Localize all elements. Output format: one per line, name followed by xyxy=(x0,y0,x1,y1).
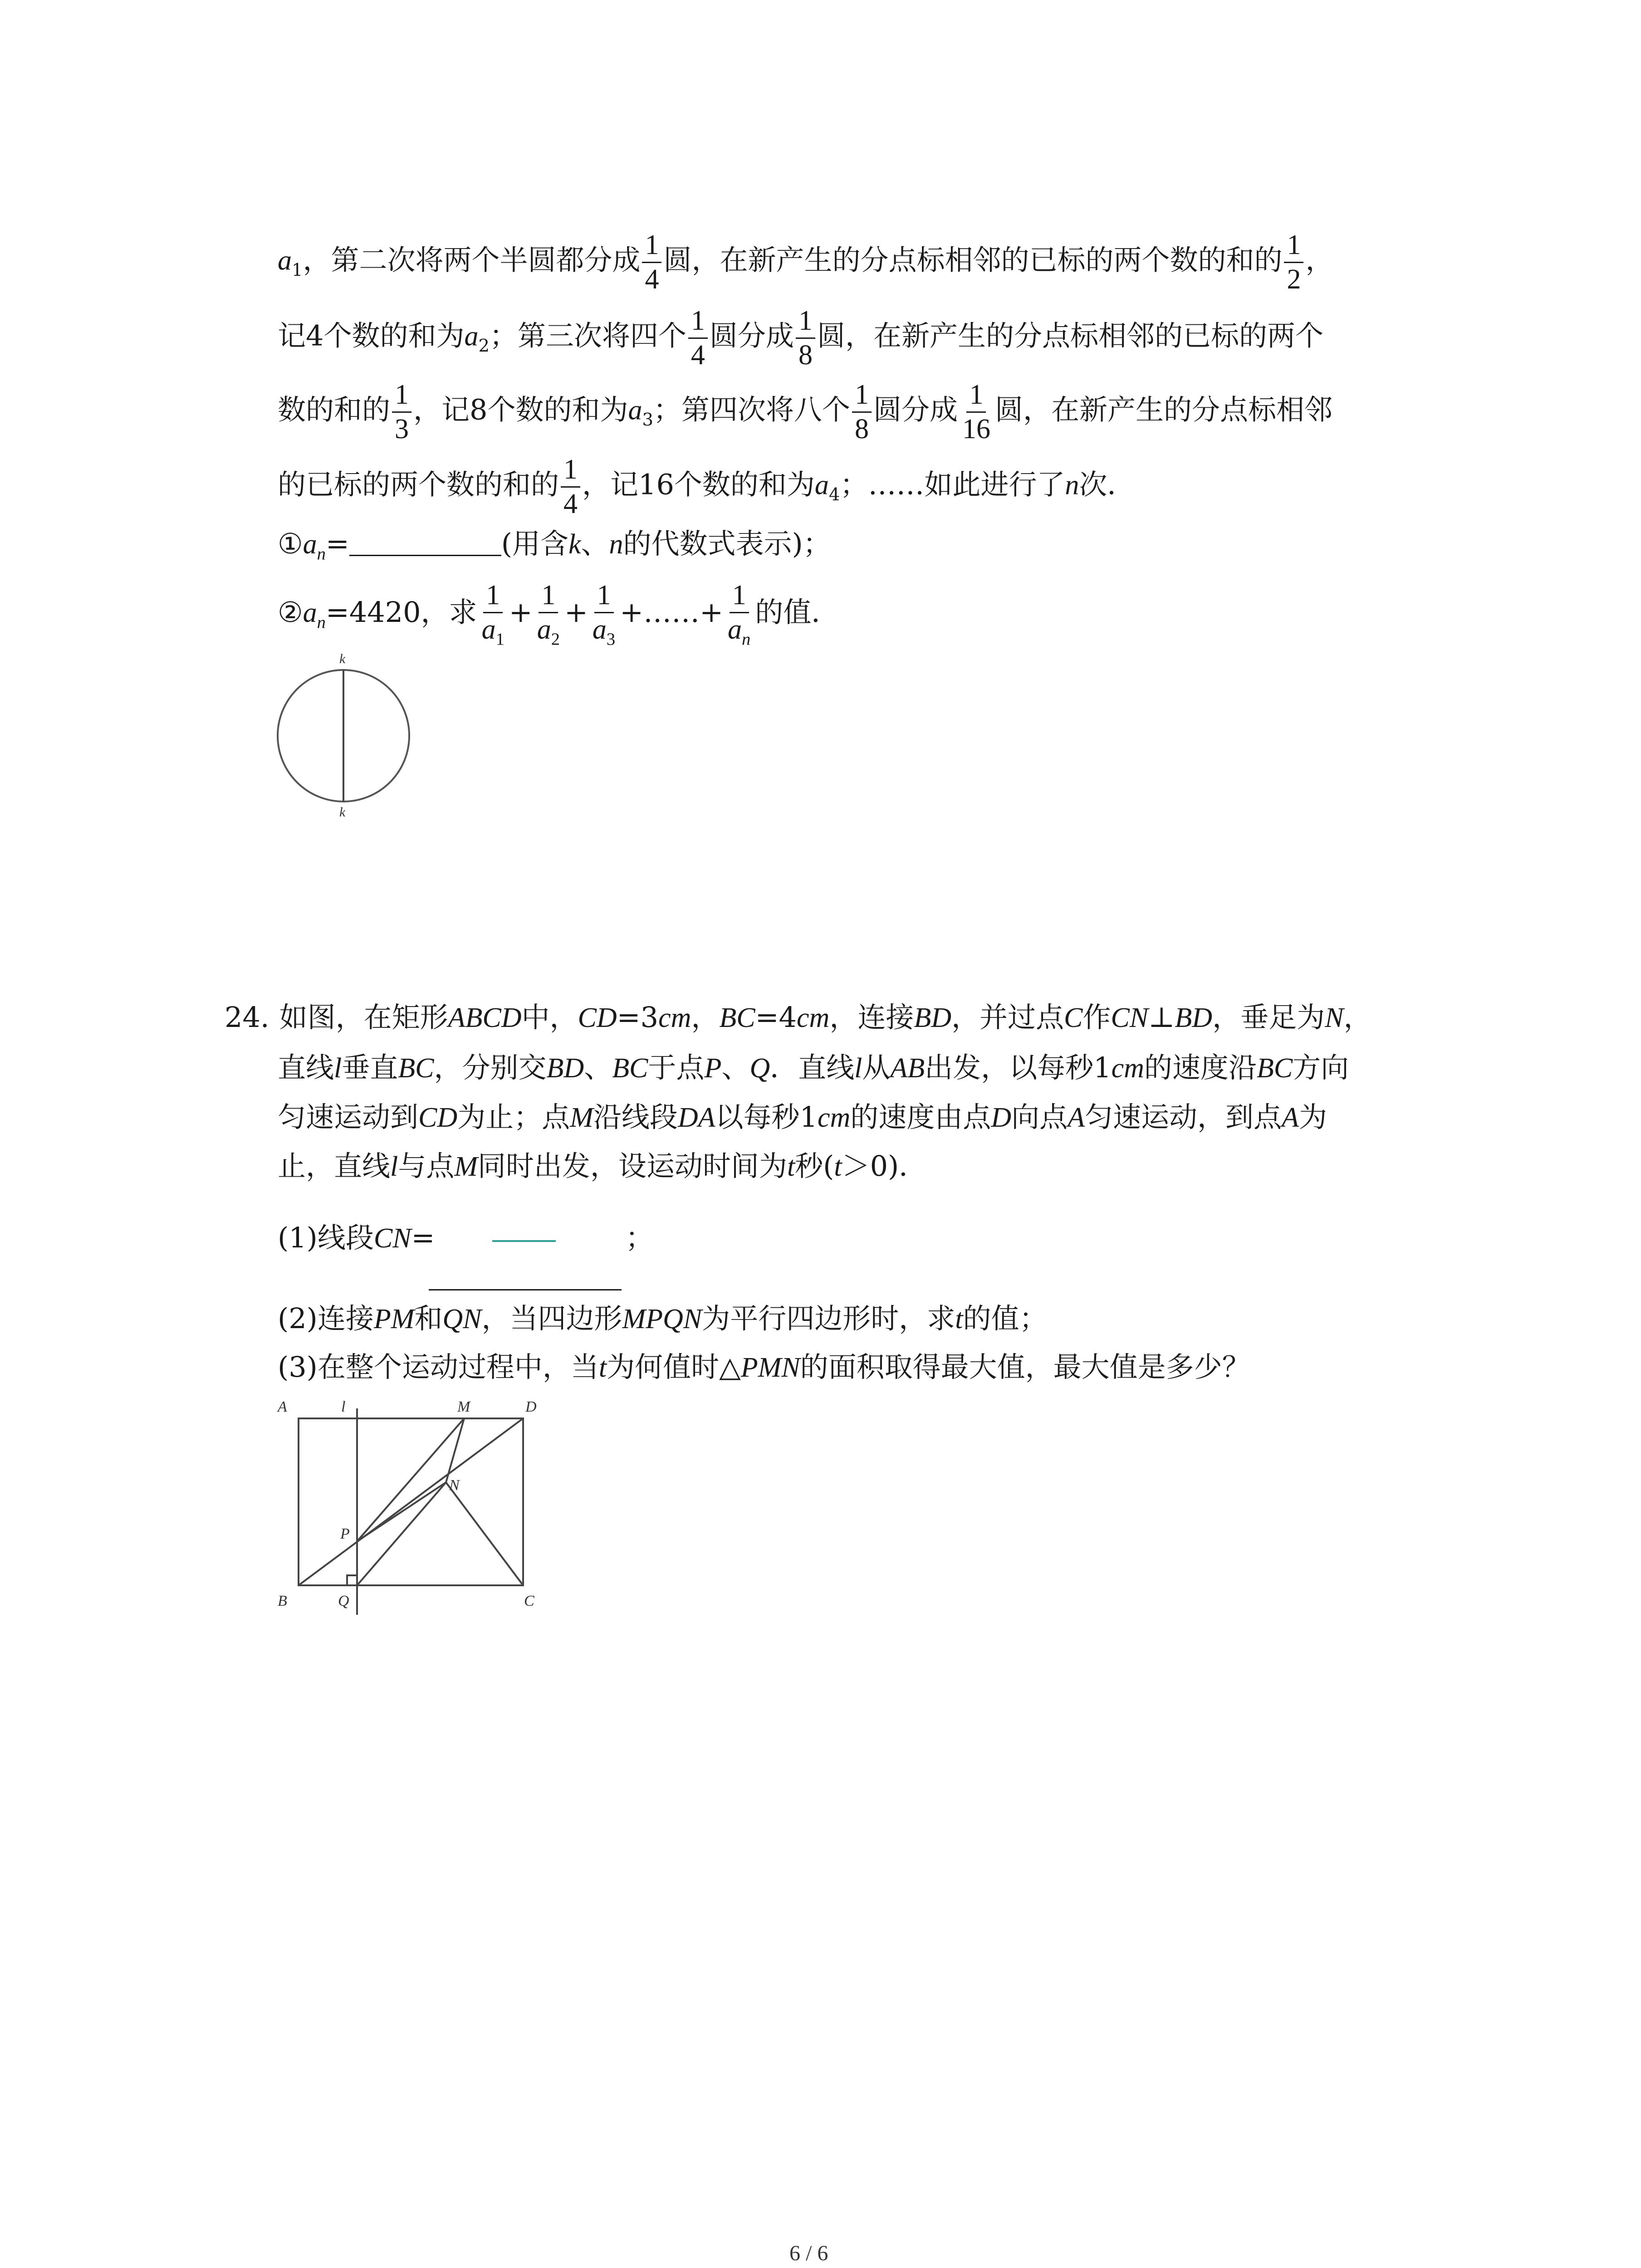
q23-part-2: $②a_n=4420$，求 $\frac{1}{a_1}$ + $\frac{1}{a_2}$ + $\frac{1}{a_3}$ +……+ $\frac{1}{a_n}$ 的值． xyxy=(278,580,840,649)
label-N: N xyxy=(449,1477,460,1494)
answer-blank[interactable] xyxy=(429,1289,622,1290)
fraction-1-3: $\frac{1}{3}$ xyxy=(392,380,411,444)
label-l: l xyxy=(341,1398,346,1415)
label-B: B xyxy=(278,1593,287,1609)
fraction-1-4: $\frac{1}{4}$ xyxy=(561,455,580,519)
fraction-1-over-a2: $\frac{1}{a_2}$ xyxy=(537,580,560,649)
segment-cn xyxy=(446,1482,523,1585)
label-D: D xyxy=(525,1398,537,1415)
fraction-1-2: $\frac{1}{2}$ xyxy=(1284,230,1303,294)
rectangle-abcd xyxy=(299,1418,523,1585)
q24-line-4: 止，直线l与点M同时出发，设运动时间为t秒(t＞0)． xyxy=(278,1149,927,1183)
answer-blank[interactable] xyxy=(349,537,501,556)
diagonal-bd xyxy=(299,1418,523,1585)
circle xyxy=(278,670,409,802)
var-a1: a xyxy=(278,245,292,276)
fraction-1-8: $\frac{1}{8}$ xyxy=(852,380,872,444)
label-k-bottom: k xyxy=(339,805,346,820)
label-k-top: k xyxy=(339,651,346,666)
label-A: A xyxy=(278,1398,287,1415)
fraction-1-over-an: $\frac{1}{a_n}$ xyxy=(728,580,751,649)
q23-line-3: 数的和的 $\frac{1}{3}$ ，记8个数的和为$a_3$；第四次将八个 $\frac{1}{8}$ 圆分成 $\frac{1}{16}$ 圆，在新产生的分点标相邻 xyxy=(278,379,1332,445)
page-number: 6 / 6 xyxy=(789,2241,828,2265)
q23-line-2: 记4个数的和为$a_2$；第三次将四个 $\frac{1}{4}$ 圆分成 $\frac{1}{8}$ 圆，在新产生的分点标相邻的已标的两个 xyxy=(278,305,1323,371)
fraction-1-over-a1: $\frac{1}{a_1}$ xyxy=(481,580,505,649)
q23-line-4: 的已标的两个数的和的 $\frac{1}{4}$ ，记16个数的和为$a_4$；……如此进行了n次． xyxy=(278,454,1136,520)
answer-mark xyxy=(492,1240,556,1242)
q24-part-2: (2)连接PM和QN，当四边形MPQN为平行四边形时，求t的值； xyxy=(278,1302,1048,1335)
q24-line-1: 24. 如图，在矩形ABCD中，CD=3cm，BC=4cm，连接BD，并过点C作CN⊥BD，垂足为N， xyxy=(225,1001,1372,1034)
label-P: P xyxy=(340,1525,350,1542)
segment-mn xyxy=(446,1418,464,1482)
segment-pn xyxy=(357,1482,446,1541)
label-C: C xyxy=(524,1593,534,1609)
fraction-1-over-a3: $\frac{1}{a_3}$ xyxy=(592,580,616,649)
segment-qn xyxy=(357,1482,446,1585)
fraction-1-16: $\frac{1}{16}$ xyxy=(962,379,990,445)
fraction-1-4: $\frac{1}{4}$ xyxy=(688,306,708,370)
q24-part-3: (3)在整个运动过程中，当t为何值时△PMN的面积取得最大值，最大值是多少？ xyxy=(278,1350,1250,1383)
label-Q: Q xyxy=(338,1593,349,1609)
right-angle-mark xyxy=(347,1575,357,1585)
segment-pm xyxy=(357,1418,464,1541)
question-number: 24. xyxy=(225,1001,269,1034)
q24-part-1: (1)线段CN= ； xyxy=(278,1221,654,1254)
label-M: M xyxy=(457,1398,470,1415)
fraction-1-8: $\frac{1}{8}$ xyxy=(796,306,815,370)
q23-part-1: $①a_n=$ (用含k、n的代数式表示)； xyxy=(278,527,831,564)
q24-line-3: 匀速运动到CD为止；点M沿线段DA以每秒1cm的速度由点D向点A匀速运动，到点A为 xyxy=(278,1100,1327,1134)
fraction-1-4: $\frac{1}{4}$ xyxy=(642,230,661,294)
q24-line-2: 直线l垂直BC，分别交BD、BC于点P、Q．直线l从AB出发，以每秒1cm的速度沿BC方向 xyxy=(278,1051,1349,1084)
q23-line-1: $a_1$，第二次将两个半圆都分成 $\frac{1}{4}$ 圆，在新产生的分点标相邻的已标的两个数的和的 $\frac{1}{2}$ ， xyxy=(278,230,1334,295)
